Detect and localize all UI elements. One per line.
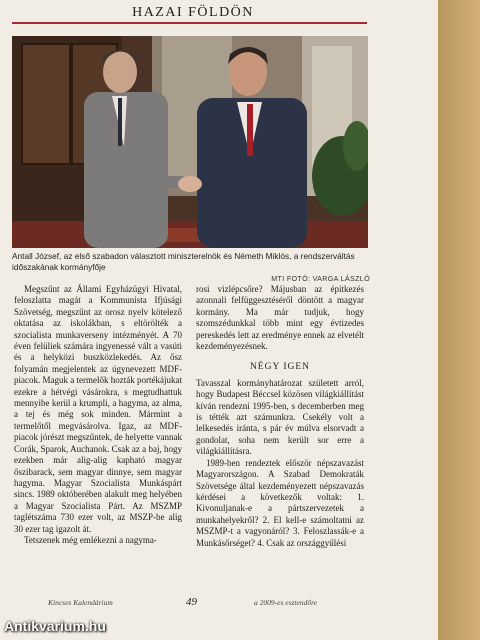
article-paragraph: 1989-ben rendeztek először népszavazást Magyarországon. A Szabad Demokraták Szövetsége által kezdeményezett népszavazás kérdései a következők voltak: 1. Kivonuljanak-e a pártszervezetek a munkahelyekről? 2. El kell-e számoltatni az MSZMP-t a vagyonáról? 3. Feloszlassák-e a Munkásőrséget? 4. Csak az országgyűlési <box>196 457 364 548</box>
article-paragraph: rosi vizlépcsőre? Májusban az építkezés azonnali felfüggesztéséről döntött a magyar kormány. Ma már tudjuk, hogy szomszédunkkal több mint egy évtizedes pereskedés lett az eredménye ennek az elvetélt kezdeményezésnek. <box>196 284 364 352</box>
footer-year-note: a 2009-es esztendőre <box>254 598 318 607</box>
footer-publication-title: Kincses Kalendárium <box>48 598 113 607</box>
section-title: HAZAI FÖLDÖN <box>118 4 268 22</box>
photo-credit: MTI FOTÓ: VARGA LÁSZLÓ <box>271 274 370 283</box>
page-number: 49 <box>186 596 197 608</box>
article-paragraph: Tavasszal kormányhatározat született arról, hogy Budapest Béccsel közösen világkiállítást kíván rendezni 1995-ben, s decemberben meg is tétték azt számunkra. Csekély volt a lelkesedés iránta, s pár év múlva elsorvadt a gondolat, soha nem került sor erre a világkiállításra. <box>196 377 364 457</box>
watermark-logo: Antikvarium.hu <box>4 618 106 634</box>
handshake-photo-illustration <box>12 36 368 248</box>
background-surface <box>438 0 480 640</box>
article-paragraph: Tetszenek még emlékezni a nagyma- <box>24 534 157 545</box>
header-rule <box>12 22 367 24</box>
article-column-right <box>196 284 364 549</box>
article-column-left <box>14 284 182 546</box>
section-subheading: NÉGY IGEN <box>249 362 311 373</box>
photo-caption: Antall József, az első szabadon választott miniszterelnök és Németh Miklós, a rendszerváltás időszakának kormányfője <box>12 251 355 272</box>
article-paragraph: Megszűnt az Állami Egyházügyi Hivatal, feloszlatta magát a Kommunista Ifjúsági Szövetség, megszűnt az orosz nyelv kötelező oktatása az iskolákban, s eltörölték a szocialista munkaverseny intézményét. A 70 éven felüliek számára ingyenessé vált a vasúti és a helyközi buszközlekedés. Az ősz folyamán megjelentek az úgynevezett MDF-piacok. Maguk a termelők hozták portékájukat ezekre a hétvégi vásárokra, s megtudhattuk mennyibe kerül a krumpli, a hagyma, az alma, a tej és még sok minden. Mármint a termelőtől megvásárolva. Igaz, az MDF-piacok jórészt megszűntek, de helyette vannak Corák, Sparok, Auchanok. Csak az a baj, hogy ezekben már alig-alig kapható magyar őszibarack, sem magyar dinnye, sem magyar hagyma. Magyar Szocialista Munkáspárt sincs. 1989 októberében alakult meg helyében a Magyar Szocialista Párt. Az MSZMP taglétszáma 730 ezer volt, az MSZP-be alig 30 ezer tag igazolt át. <box>14 284 182 534</box>
news-photo <box>12 36 368 248</box>
